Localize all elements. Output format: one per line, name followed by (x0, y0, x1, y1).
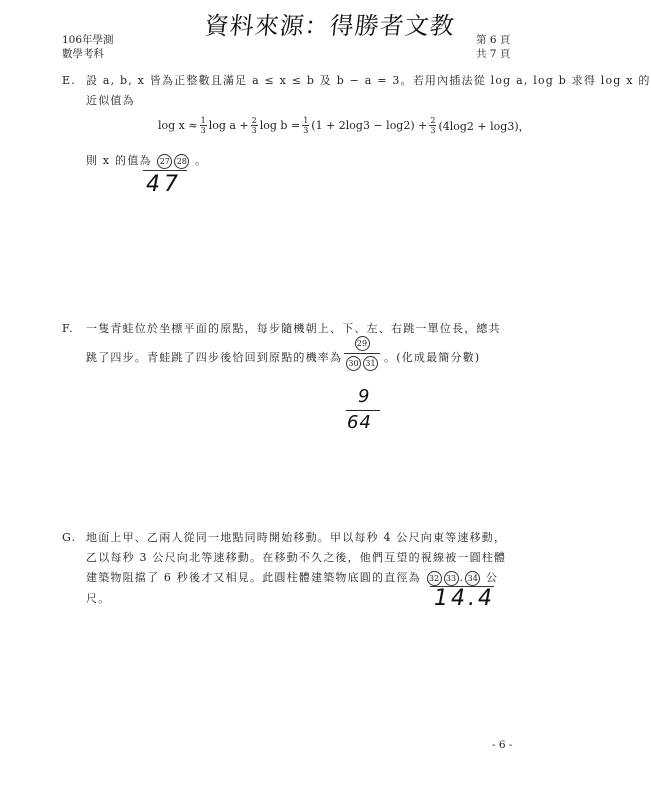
handwritten-answer-g: 14.4 (434, 586, 495, 611)
answer-box-31: 31 (363, 356, 378, 371)
answer-box-32: 32 (427, 571, 442, 586)
formula-term-4: (4log2 + log3)， (438, 119, 530, 133)
question-g-line1: 地面上甲、乙兩人從同一地點同時開始移動。甲以每秒 4 公尺向東等速移動， (86, 531, 507, 544)
formula-fraction-4: $\frac{2}{3}$ (430, 116, 436, 135)
formula-fraction-1: $\frac{1}{3}$ (200, 116, 206, 135)
question-e-line1: 設 a, b, x 皆為正整數且滿足 a ≤ x ≤ b 及 b − a = 3。若用內插法從 log a, log b 求得 log x 的 (86, 74, 651, 87)
source-stamp: 資料來源：得勝者文教 (203, 12, 457, 40)
fraction-bar (344, 353, 380, 354)
question-f-line2-suffix: 。(化成最簡分數) (384, 351, 481, 364)
answer-box-30: 30 (346, 356, 361, 371)
answer-underline-e (143, 170, 187, 171)
header-page-total: 共 7 頁 (476, 48, 511, 60)
answer-box-29: 29 (355, 336, 370, 351)
header-year-exam: 106年學測 (62, 34, 114, 46)
footer-page-number: - 6 - (492, 739, 513, 751)
answer-box-27: 27 (157, 154, 172, 169)
line3-prefix: 建築物阻擋了 6 秒後才又相見。此圓柱體建築物底圓的直徑為 (86, 571, 421, 584)
answer-box-28: 28 (174, 154, 189, 169)
question-f-answer-fraction (344, 336, 380, 371)
question-f-label: F. (62, 322, 74, 335)
question-e-label: E. (62, 74, 76, 87)
question-f-line1: 一隻青蛙位於坐標平面的原點，每步隨機朝上、下、左、右跳一單位長，總共 (86, 322, 501, 335)
formula-term-3: (1 + 2log3 − log2) + (311, 119, 428, 132)
formula-lhs: log x ≈ (158, 119, 198, 132)
question-f-line2-prefix: 跳了四步。青蛙跳了四步後恰回到原點的機率為 (86, 351, 343, 364)
formula-term-2: log b = (259, 119, 301, 132)
question-g-line2: 乙以每秒 3 公尺向北等速移動。在移動不久之後，他們互望的視線被一圓柱體 (86, 551, 507, 564)
answer-prefix: 則 x 的值為 (86, 154, 152, 167)
formula-term-1: log a + (208, 119, 249, 132)
unit-part-1: 公 (485, 571, 499, 584)
decimal-point: . (459, 571, 465, 584)
answer-box-33: 33 (444, 571, 459, 586)
handwritten-answer-e: 47 (146, 172, 182, 197)
question-e-answer-line (86, 152, 207, 170)
question-g-line3 (86, 569, 498, 587)
header-subject: 數學考科 (62, 48, 104, 60)
question-g-line4: 尺。 (86, 592, 111, 605)
question-g-label: G. (62, 531, 77, 544)
formula-fraction-2: $\frac{2}{3}$ (251, 116, 257, 135)
handwritten-fraction-bar (346, 410, 380, 411)
handwritten-answer-f-numerator: 9 (358, 386, 370, 407)
handwritten-answer-f-denominator: 64 (347, 412, 372, 433)
header-page-number: 第 6 頁 (476, 34, 511, 46)
formula-fraction-3: $\frac{1}{3}$ (303, 116, 309, 135)
answer-suffix: 。 (195, 154, 208, 167)
question-e-formula (158, 116, 530, 135)
question-e-line2: 近似值為 (86, 94, 135, 107)
answer-box-34: 34 (465, 571, 480, 586)
